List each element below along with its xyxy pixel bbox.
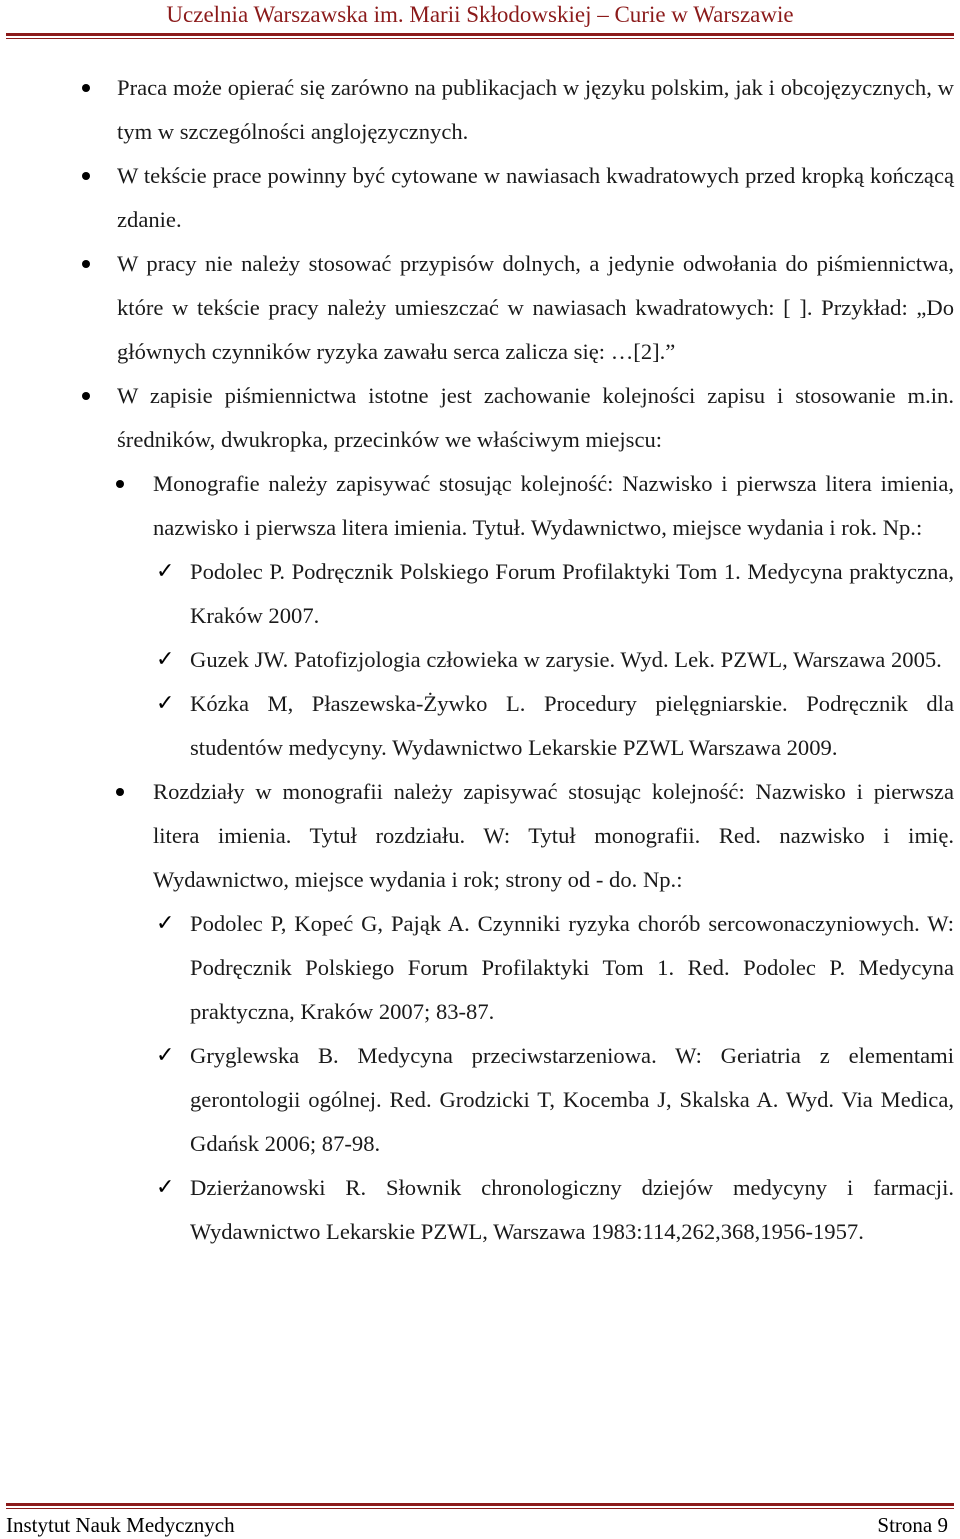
reference-text: Gryglewska B. Medycyna przeciwstarzeniowa. W: Geriatria z elementami gerontologii ogólnej. Red. Grodzicki T, Kocemba J, Skalska A. Wyd. Via Medica, Gdańsk 2006; 87-98. — [190, 1043, 954, 1156]
list-item-rozdzialy — [153, 770, 954, 902]
footer-rule-thin — [6, 1508, 954, 1509]
bullet-icon — [116, 480, 124, 488]
reference-text: Podolec P. Podręcznik Polskiego Forum Profilaktyki Tom 1. Medycyna praktyczna, Kraków 2007. — [190, 559, 954, 628]
page-number: Strona 9 — [877, 1513, 948, 1537]
page-header: Uczelnia Warszawska im. Marii Skłodowskiej – Curie w Warszawie — [166, 2, 794, 27]
list-item — [117, 242, 954, 374]
list-item-text: W zapisie piśmiennictwa istotne jest zachowanie kolejności zapisu i stosowanie m.in. średników, dwukropka, przecinków we właściwym miejscu: — [117, 383, 954, 452]
checkmark-icon: ✓ — [156, 647, 175, 672]
checkmark-icon: ✓ — [156, 1175, 175, 1200]
reference-item — [156, 1034, 954, 1166]
reference-item — [156, 1166, 954, 1254]
reference-text: Podolec P, Kopeć G, Pająk A. Czynniki ryzyka chorób sercowonaczyniowych. W: Podręcznik Polskiego Forum Profilaktyki Tom 1. Red. Podolec P. Medycyna praktyczna, Kraków 2007; 83-87. — [190, 911, 954, 1024]
footer-institute: Instytut Nauk Medycznych — [6, 1513, 235, 1537]
bullet-icon — [82, 392, 90, 400]
header-rule-thin — [6, 38, 954, 39]
bullet-icon — [116, 788, 124, 796]
checkmark-icon: ✓ — [156, 559, 175, 584]
list-item-monografie — [153, 462, 954, 550]
document-body — [0, 66, 960, 1254]
reference-item — [156, 902, 954, 1034]
checkmark-icon: ✓ — [156, 911, 175, 936]
list-item — [117, 374, 954, 462]
list-item-text: W pracy nie należy stosować przypisów dolnych, a jedynie odwołania do piśmiennictwa, które w tekście pracy należy umieszczać w nawiasach kwadratowych: [ ]. Przykład: „Do głównych czynników ryzyka zawału serca zalicza się: …[2].” — [117, 251, 954, 364]
list-item-text: Rozdziały w monografii należy zapisywać stosując kolejność: Nazwisko i pierwsza litera imienia. Tytuł rozdziału. W: Tytuł monografii. Red. nazwisko i imię. Wydawnictwo, miejsce wydania i rok; strony od - do. Np.: — [153, 779, 954, 892]
list-item-text: W tekście prace powinny być cytowane w nawiasach kwadratowych przed kropką kończącą zdanie. — [117, 163, 954, 232]
checkmark-icon: ✓ — [156, 1043, 175, 1068]
bullet-icon — [82, 260, 90, 268]
list-item-text: Praca może opierać się zarówno na publikacjach w języku polskim, jak i obcojęzycznych, w tym w szczególności anglojęzycznych. — [117, 75, 954, 144]
reference-text: Kózka M, Płaszewska-Żywko L. Procedury pielęgniarskie. Podręcznik dla studentów medycyny. Wydawnictwo Lekarskie PZWL Warszawa 2009. — [190, 691, 954, 760]
bullet-icon — [82, 84, 90, 92]
reference-text: Dzierżanowski R. Słownik chronologiczny dziejów medycyny i farmacji. Wydawnictwo Lekarskie PZWL, Warszawa 1983:114,262,368,1956-1957. — [190, 1175, 954, 1244]
reference-text: Guzek JW. Patofizjologia człowieka w zarysie. Wyd. Lek. PZWL, Warszawa 2005. — [190, 647, 942, 672]
bullet-icon — [82, 172, 90, 180]
reference-item — [156, 682, 954, 770]
checkmark-icon: ✓ — [156, 691, 175, 716]
header-rule — [6, 33, 954, 36]
list-item — [117, 154, 954, 242]
list-item-text: Monografie należy zapisywać stosując kolejność: Nazwisko i pierwsza litera imienia, nazwisko i pierwsza litera imienia. Tytuł. Wydawnictwo, miejsce wydania i rok. Np.: — [153, 471, 954, 540]
list-item — [117, 66, 954, 154]
reference-item — [156, 550, 954, 638]
footer-rule — [6, 1503, 954, 1506]
reference-item — [156, 638, 954, 682]
